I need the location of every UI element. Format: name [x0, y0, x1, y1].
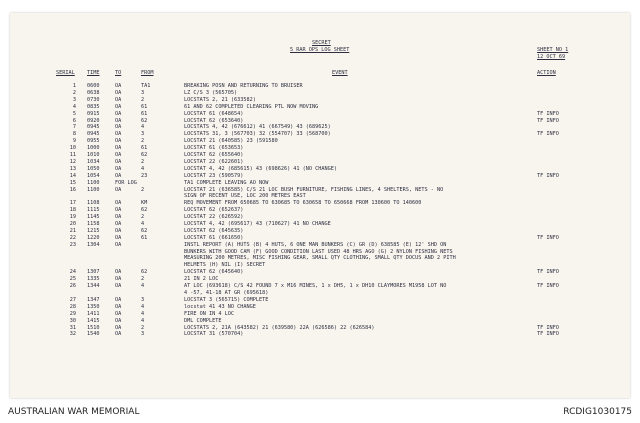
serial-cell: 15 — [69, 179, 76, 186]
to-cell: OA — [115, 276, 122, 283]
serial-cell: 25 — [69, 276, 76, 283]
log-entry-row — [10, 118, 630, 125]
to-cell: OA — [115, 227, 122, 234]
event-cell-line: FIRE ON IN 4 LOC — [184, 310, 234, 317]
log-entry-row — [10, 145, 630, 152]
to-cell: OA — [115, 89, 122, 96]
serial-cell: 9 — [72, 138, 76, 145]
from-cell: 4 — [141, 165, 145, 172]
log-entry-row — [10, 187, 630, 201]
log-entry-row — [10, 159, 630, 166]
serial-cell: 10 — [69, 145, 76, 152]
serial-cell: 16 — [69, 186, 76, 193]
event-cell-line: LOCSTATS 4, 42 (676612) 41 (667549) 43 (689625) — [184, 124, 331, 131]
from-cell: 2 — [141, 138, 145, 145]
action-cell: TF INFO — [537, 283, 559, 290]
time-cell: 0835 — [87, 103, 100, 110]
event-cell-line: INSTL REPORT (A) HUTS (B) 4 HUTS, 6 ONE MAN BUNKERS (C) GR (D) 638585 (E) 12' SHD ON — [184, 241, 447, 248]
serial-cell: 6 — [72, 117, 76, 124]
time-cell: 1411 — [87, 310, 100, 317]
serial-cell: 12 — [69, 158, 76, 165]
column-header-serial: SERIAL — [56, 70, 75, 76]
log-entry-row — [10, 97, 630, 104]
action-cell: TF INFO — [537, 234, 559, 241]
log-entry-row — [10, 207, 630, 214]
log-entry-row — [10, 318, 630, 325]
time-cell: 1304 — [87, 241, 100, 248]
log-entry-row — [10, 90, 630, 97]
column-header-to: TO — [115, 70, 122, 76]
from-cell: 2 — [141, 214, 145, 221]
event-cell-line: LOCSTAT 62 (653640) — [184, 117, 244, 124]
to-cell: OA — [115, 138, 122, 145]
log-entry-row — [10, 331, 630, 338]
to-cell: OA — [115, 145, 122, 152]
to-cell: OA — [115, 200, 122, 207]
sheet-date: 12 OCT 69 — [537, 54, 566, 60]
serial-cell: 14 — [69, 172, 76, 179]
serial-cell: 1 — [72, 83, 76, 89]
time-cell: 1215 — [87, 227, 100, 234]
event-cell-line: LOCSTAT 62 (645640) — [184, 269, 244, 276]
event-cell-line: 61 AND 62 COMPLETED CLEARING PTL NOW MOVING — [184, 103, 319, 110]
time-cell: 1307 — [87, 269, 100, 276]
time-cell: 1510 — [87, 324, 100, 331]
time-cell: 1108 — [87, 200, 100, 207]
from-cell: 61 — [141, 145, 148, 152]
from-cell: 4 — [141, 317, 145, 324]
from-cell: 3 — [141, 331, 145, 338]
serial-cell: 23 — [69, 241, 76, 248]
from-cell: 3 — [141, 296, 145, 303]
from-cell: 4 — [141, 283, 145, 290]
from-cell: 61 — [141, 110, 148, 117]
serial-cell: 5 — [72, 110, 76, 117]
event-cell-line: LOCSTAT 62 (652637) — [184, 207, 244, 214]
serial-cell: 17 — [69, 200, 76, 207]
from-cell: 4 — [141, 221, 145, 227]
to-cell: OA — [115, 131, 122, 138]
event-cell-line: LOCSTAT 3 (565715) COMPLETE — [184, 296, 269, 303]
event-cell-line: LOCSTAT 61 (648654) — [184, 110, 244, 117]
event-cell-line: LOCSTAT 22 (626592) — [184, 214, 244, 221]
event-cell-line: 21 IN 2 LOC — [184, 276, 219, 283]
from-cell: 3 — [141, 89, 145, 96]
from-cell: 23 — [141, 172, 148, 179]
time-cell: 0730 — [87, 96, 100, 103]
log-entry-row — [10, 214, 630, 221]
log-entry-row — [10, 325, 630, 332]
from-cell: 3 — [141, 131, 145, 138]
time-cell: 0638 — [87, 89, 100, 96]
serial-cell: 28 — [69, 303, 76, 310]
event-cell-line: LOCSTAT 4, 42 (685615) 43 (698626) 41 (NO CHANGE) — [184, 165, 338, 172]
from-cell: 4 — [141, 310, 145, 317]
serial-cell: 32 — [69, 331, 76, 338]
event-cell-line: TA1 COMPLETE LEAVING AO NOW — [184, 179, 269, 186]
action-cell: TF INFO — [537, 269, 559, 276]
time-cell: 1350 — [87, 303, 100, 310]
to-cell: OA — [115, 283, 122, 290]
log-entry-row — [10, 221, 630, 228]
from-cell: 2 — [141, 276, 145, 283]
from-cell: 62 — [141, 227, 148, 234]
log-entry-row — [10, 166, 630, 173]
from-cell: 62 — [141, 207, 148, 214]
event-cell-line: LOCSTAT 23 (590579) — [184, 172, 244, 179]
to-cell: OA — [115, 83, 122, 89]
time-cell: 0955 — [87, 138, 100, 145]
to-cell: OA — [115, 324, 122, 331]
to-cell: OA — [115, 221, 122, 227]
to-cell: OA — [115, 186, 122, 193]
log-entry-row — [10, 131, 630, 138]
event-cell-line: LZ C/S 3 (565705) — [184, 89, 238, 96]
classification-heading: SECRET — [312, 40, 331, 46]
column-header-action: ACTION — [537, 70, 556, 76]
event-cell-line: LOCSTAT 22 (622601) — [184, 158, 244, 165]
log-sheet-paper — [10, 13, 630, 398]
column-header-time: TIME — [87, 70, 100, 76]
time-cell: 0600 — [87, 83, 100, 89]
event-cell-line: locstat 41 43 NO CHANGE — [184, 303, 256, 310]
serial-cell: 19 — [69, 214, 76, 221]
time-cell: 1540 — [87, 331, 100, 338]
event-cell-line: REQ MOVEMENT FROM 650685 TO 630685 TO 630658 TO 650668 FROM 130600 TO 140600 — [184, 200, 422, 207]
serial-cell: 30 — [69, 317, 76, 324]
event-cell-line: LOCSTAT 31 (570704) — [184, 331, 244, 338]
action-cell: TF INFO — [537, 117, 559, 124]
log-entry-row — [10, 138, 630, 145]
log-entry-row — [10, 124, 630, 131]
time-cell: 1100 — [87, 179, 100, 186]
time-cell: 1220 — [87, 234, 100, 241]
to-cell: OA — [115, 331, 122, 338]
from-cell: 61 — [141, 103, 148, 110]
to-cell: OA — [115, 317, 122, 324]
event-cell-line: BREAKING POSN AND RETURNING TO BRUISER — [184, 83, 303, 89]
event-cell-line: LOCSTATS 31, 3 (567703) 32 (554707) 33 (568700) — [184, 131, 331, 138]
time-cell: 1115 — [87, 207, 100, 214]
serial-cell: 4 — [72, 103, 76, 110]
log-entry-row — [10, 228, 630, 235]
time-cell: 1034 — [87, 158, 100, 165]
event-cell-line: LOCSTATS 2, 21 (633582) — [184, 96, 256, 103]
serial-cell: 29 — [69, 310, 76, 317]
time-cell: 1347 — [87, 296, 100, 303]
action-cell: TF INFO — [537, 172, 559, 179]
from-cell: 62 — [141, 152, 148, 158]
serial-cell: 20 — [69, 221, 76, 227]
serial-cell: 13 — [69, 165, 76, 172]
to-cell: OA — [115, 165, 122, 172]
event-cell-line: MEASURING 200 METRES, MISC FISHING GEAR, SMALL QTY CLOTHING, SMALL QTY DOCUS AND 2 PITH — [184, 255, 456, 262]
log-entry-row — [10, 104, 630, 111]
log-entry-row — [10, 180, 630, 187]
action-cell: TF INFO — [537, 324, 559, 331]
log-entry-row — [10, 269, 630, 276]
from-cell: 62 — [141, 269, 148, 276]
time-cell: 1344 — [87, 283, 100, 290]
to-cell: OA — [115, 172, 122, 179]
event-cell-line: HELMETS (H) NIL (I) SECRET — [184, 262, 266, 269]
time-cell: 0915 — [87, 110, 100, 117]
to-cell: FOR LOG — [115, 179, 137, 186]
action-cell: TF INFO — [537, 131, 559, 138]
time-cell: 0920 — [87, 117, 100, 124]
to-cell: OA — [115, 303, 122, 310]
to-cell: OA — [115, 117, 122, 124]
serial-cell: 26 — [69, 283, 76, 290]
archive-reference: RCDIG1030175 — [563, 407, 632, 417]
from-cell: 4 — [141, 124, 145, 131]
from-cell: 4 — [141, 303, 145, 310]
to-cell: OA — [115, 241, 122, 248]
event-cell-line: LOCSTAT 62 (645635) — [184, 227, 244, 234]
action-cell: TF INFO — [537, 331, 559, 338]
to-cell: OA — [115, 124, 122, 131]
to-cell: OA — [115, 310, 122, 317]
from-cell: 61 — [141, 234, 148, 241]
from-cell: TA1 — [141, 83, 151, 89]
from-cell: 2 — [141, 324, 145, 331]
to-cell: OA — [115, 234, 122, 241]
serial-cell: 2 — [72, 89, 76, 96]
from-cell: 62 — [141, 117, 148, 124]
time-cell: 0945 — [87, 124, 100, 131]
log-entry-row — [10, 111, 630, 118]
document-title: 5 RAR OPS LOG SHEET — [290, 47, 350, 53]
time-cell: 1335 — [87, 276, 100, 283]
log-entry-row — [10, 283, 630, 297]
to-cell: OA — [115, 152, 122, 158]
event-cell-line: SIGN OF RECENT USE, LOC 200 METRES EAST — [184, 193, 306, 200]
serial-cell: 24 — [69, 269, 76, 276]
time-cell: 1100 — [87, 186, 100, 193]
time-cell: 1145 — [87, 214, 100, 221]
column-header-event: EVENT — [332, 70, 348, 76]
time-cell: 1054 — [87, 172, 100, 179]
event-cell-line: LOCSTAT 61 (661650) — [184, 234, 244, 241]
log-entry-row — [10, 304, 630, 311]
time-cell: 1000 — [87, 145, 100, 152]
log-entry-row — [10, 311, 630, 318]
time-cell: 1050 — [87, 165, 100, 172]
to-cell: OA — [115, 207, 122, 214]
serial-cell: 22 — [69, 234, 76, 241]
archive-credit: AUSTRALIAN WAR MEMORIAL — [8, 407, 140, 417]
log-entry-row — [10, 235, 630, 242]
event-cell-line: LOCSTAT 61 (653653) — [184, 145, 244, 152]
serial-cell: 18 — [69, 207, 76, 214]
event-cell-line: LOCSTAT 21 (640585) 23 (591580 — [184, 138, 278, 145]
to-cell: OA — [115, 296, 122, 303]
serial-cell: 27 — [69, 296, 76, 303]
log-entry-row — [10, 173, 630, 180]
to-cell: OA — [115, 110, 122, 117]
serial-cell: 3 — [72, 96, 76, 103]
log-entry-row — [10, 200, 630, 207]
serial-cell: 21 — [69, 227, 76, 234]
column-header-from: FROM — [141, 70, 154, 76]
log-entry-row — [10, 152, 630, 159]
from-cell: 2 — [141, 186, 145, 193]
event-cell-line: LOCSTAT 21 (636585) C/S 21 LOC BUSH FURNITURE, FISHING LINES, 4 SHELTERS, NETS - NO — [184, 186, 444, 193]
from-cell: 2 — [141, 96, 145, 103]
sheet-number: SHEET NO 1 — [537, 47, 569, 53]
time-cell: 1158 — [87, 221, 100, 227]
to-cell: OA — [115, 158, 122, 165]
time-cell: 1415 — [87, 317, 100, 324]
to-cell: OA — [115, 103, 122, 110]
event-cell-line: 4 -57, 41-18 AT GR (695618) — [184, 289, 269, 296]
event-cell-line: LOCSTAT 62 (655640) — [184, 152, 244, 158]
event-cell-line: AT LOC (693618) C/S 42 FOUND 7 x M16 MINES, 1 x DH5, 1 x DH10 CLAYMORES M1958 LOT NO — [184, 283, 447, 290]
to-cell: OA — [115, 269, 122, 276]
log-entry-row — [10, 83, 630, 90]
log-entry-row — [10, 297, 630, 304]
serial-cell: 31 — [69, 324, 76, 331]
event-cell-line: LOCSTATS 2, 21A (643582) 21 (639580) 22A (626586) 22 (626584) — [184, 324, 375, 331]
event-cell-line: LOCSTAT 4, 42 (695617) 43 (710627) 41 NO CHANGE — [184, 221, 331, 227]
serial-cell: 7 — [72, 124, 76, 131]
event-cell-line: BUNKERS WITH GOOD CAM (F) GOOD CONDITION LAST USED 48 HRS AGO (G) 2 NYLON FISHING NETS — [184, 248, 453, 255]
log-entry-row — [10, 242, 630, 270]
from-cell: KM — [141, 200, 148, 207]
event-cell-line: DML COMPLETE — [184, 317, 222, 324]
time-cell: 0945 — [87, 131, 100, 138]
from-cell: 2 — [141, 158, 145, 165]
to-cell: OA — [115, 214, 122, 221]
time-cell: 1010 — [87, 152, 100, 158]
log-entry-row — [10, 276, 630, 283]
action-cell: TF INFO — [537, 110, 559, 117]
serial-cell: 11 — [69, 152, 76, 158]
serial-cell: 8 — [72, 131, 76, 138]
to-cell: OA — [115, 96, 122, 103]
